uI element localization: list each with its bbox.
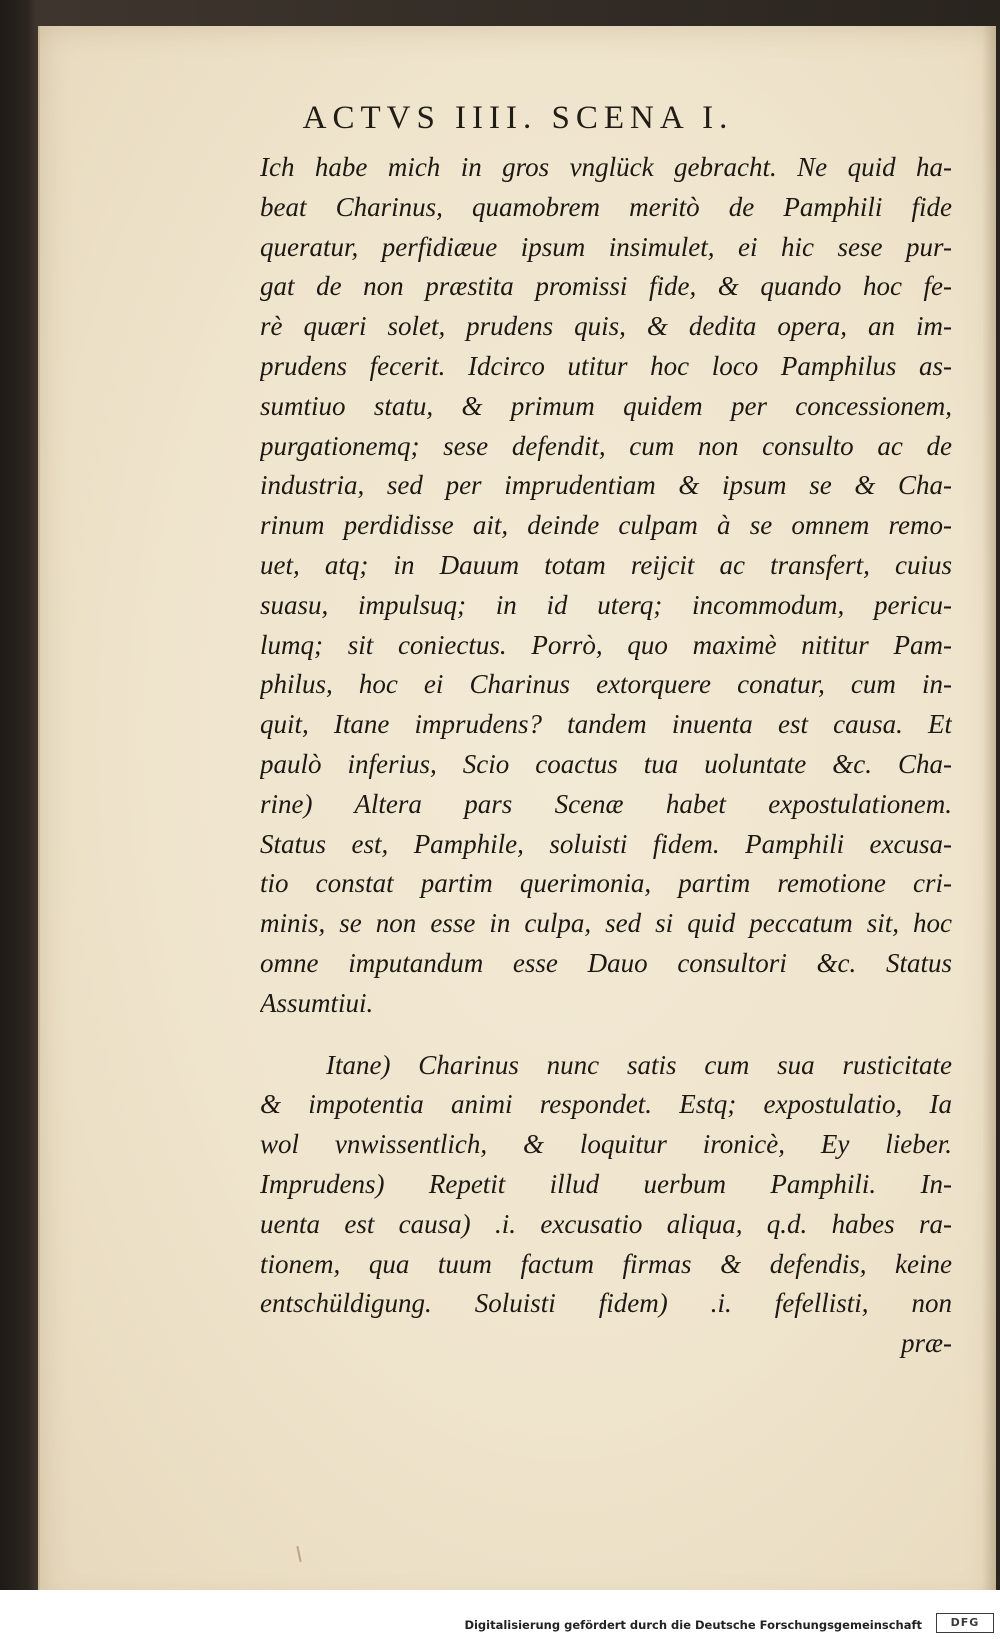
text-line: tionem, qua tuum factum firmas & defendis, keine bbox=[260, 1248, 952, 1279]
text-line: rinum perdidisse ait, deinde culpam à se omnem remo- bbox=[260, 510, 952, 541]
text-line: Imprudens) Repetit illud uerbum Pamphili. In- bbox=[260, 1168, 952, 1199]
text-line: & impotentia animi respondet. Estq; expostulatio, Ia bbox=[260, 1089, 952, 1120]
text-line: quit, Itane imprudens? tandem inuenta est causa. Et bbox=[260, 709, 952, 740]
text-line: tio constat partim querimonia, partim remotione cri- bbox=[260, 868, 952, 899]
text-line: uet, atq; in Dauum totam reijcit ac transfert, cuius bbox=[260, 549, 952, 580]
paragraph-spacer bbox=[260, 1024, 952, 1046]
paper-mark bbox=[296, 1546, 301, 1562]
text-line: queratur, perfidiæue ipsum insimulet, ei hic sese pur- bbox=[260, 231, 952, 262]
dfg-logo: DFG bbox=[936, 1613, 994, 1633]
book-page bbox=[38, 26, 996, 1606]
text-line: beat Charinus, quamobrem meritò de Pamphili fide bbox=[260, 191, 952, 222]
text-line: Assumtiui. bbox=[260, 987, 374, 1018]
page-body-text bbox=[260, 148, 952, 1364]
text-line: suasu, impulsuq; in id uterq; incommodum, pericu- bbox=[260, 589, 952, 620]
running-head: ACTVS IIII. SCENA I. bbox=[302, 100, 734, 136]
text-line: minis, se non esse in culpa, sed si quid peccatum sit, hoc bbox=[260, 908, 952, 939]
paragraph-glosses bbox=[260, 1046, 952, 1364]
text-line: gat de non præstita promissi fide, & quando hoc fe- bbox=[260, 271, 952, 302]
text-line: Itane) Charinus nunc satis cum sua rusticitate bbox=[326, 1049, 952, 1080]
catchword: præ- bbox=[900, 1328, 952, 1359]
paragraph-commentary bbox=[260, 148, 952, 1024]
text-line: entschüldigung. Soluisti fidem) .i. fefellisti, non bbox=[260, 1288, 952, 1319]
text-line: Status est, Pamphile, soluisti fidem. Pamphili excusa- bbox=[260, 828, 952, 859]
text-line: sumtiuo statu, & primum quidem per concessionem, bbox=[260, 390, 952, 421]
text-line: prudens fecerit. Idcirco utitur hoc loco Pamphilus as- bbox=[260, 350, 952, 381]
text-line: industria, sed per imprudentiam & ipsum se & Cha- bbox=[260, 470, 952, 501]
text-line: uenta est causa) .i. excusatio aliqua, q.d. habes ra- bbox=[260, 1208, 952, 1239]
digitization-credit: Digitalisierung gefördert durch die Deutsche Forschungsgemeinschaft bbox=[464, 1618, 922, 1632]
page-edge-shadow bbox=[982, 26, 996, 1606]
text-line: paulò inferius, Scio coactus tua uoluntate &c. Cha- bbox=[260, 748, 952, 779]
text-line: rè quæri solet, prudens quis, & dedita opera, an im- bbox=[260, 311, 952, 342]
text-line: Ich habe mich in gros vnglück gebracht. Ne quid ha- bbox=[260, 152, 952, 182]
text-line: purgationemq; sese defendit, cum non consulto ac de bbox=[260, 430, 952, 461]
text-line: lumq; sit coniectus. Porrò, quo maximè nititur Pam- bbox=[260, 629, 952, 660]
text-line: philus, hoc ei Charinus extorquere conatur, cum in- bbox=[260, 669, 952, 700]
text-line: rine) Altera pars Scenæ habet expostulationem. bbox=[260, 788, 952, 819]
text-line: omne imputandum esse Dauo consultori &c. Status bbox=[260, 947, 952, 978]
text-line: wol vnwissentlich, & loquitur ironicè, Ey lieber. bbox=[260, 1129, 952, 1160]
